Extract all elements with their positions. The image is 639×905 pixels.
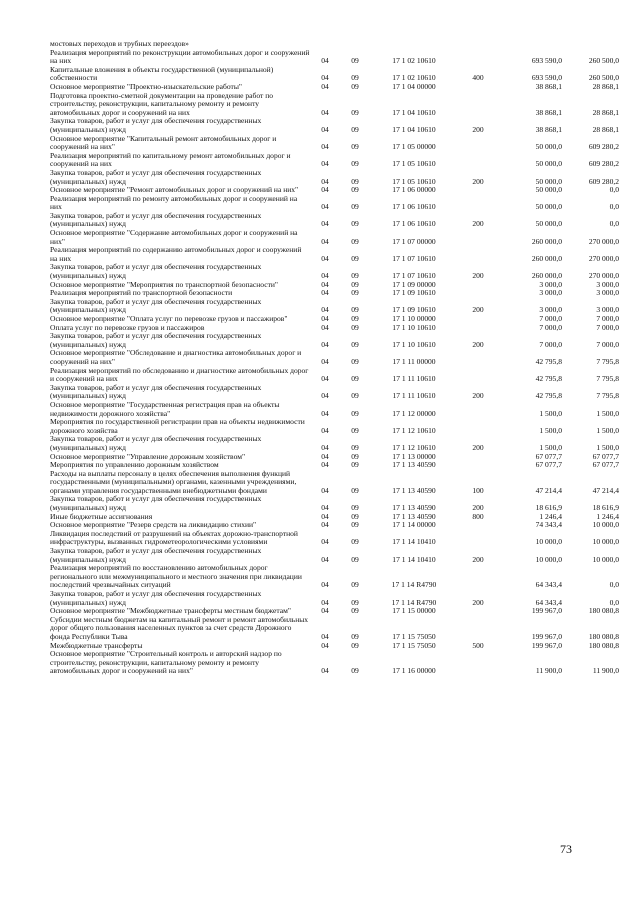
page-number: 73 xyxy=(560,842,572,856)
table-row xyxy=(0,263,639,280)
row-target-article: 17 1 07 10610 xyxy=(392,271,436,281)
row-section: 04 xyxy=(321,511,329,521)
row-sum-year-2: 0,0 xyxy=(609,597,619,607)
row-target-article: 17 1 11 10610 xyxy=(392,391,436,401)
row-target-article: 17 1 07 10610 xyxy=(392,253,436,263)
row-subsection: 09 xyxy=(351,253,359,263)
row-target-article: 17 1 15 75050 xyxy=(392,631,436,641)
row-sum-year-2: 7 795,8 xyxy=(596,374,619,384)
row-section: 04 xyxy=(321,288,329,298)
row-sum-year-1: 67 077,7 xyxy=(535,460,562,470)
row-target-article: 17 1 10 10610 xyxy=(392,322,436,332)
row-target-article: 17 1 12 10610 xyxy=(392,442,436,452)
row-name: Закупка товаров, работ и услуг для обеспечения государственных (муниципальных) нужд xyxy=(50,210,262,229)
row-section: 04 xyxy=(321,279,329,289)
row-sum-year-1: 67 077,7 xyxy=(535,451,562,461)
row-name: Расходы на выплаты персоналу в целях обеспечения выполнения функций государственными (муниципальными) органами, казенными учреждениями, органами управления государственными внебюджетными фондами xyxy=(50,468,297,495)
table-row xyxy=(0,152,639,169)
row-sum-year-2: 28 868,1 xyxy=(592,107,619,117)
row-target-article: 17 1 10 10610 xyxy=(392,339,436,349)
row-name: Мероприятия по управлению дорожным хозяйством xyxy=(50,460,219,470)
row-subsection: 09 xyxy=(351,597,359,607)
row-section: 04 xyxy=(321,391,329,401)
row-target-article: 17 1 12 00000 xyxy=(392,408,436,418)
row-sum-year-1: 64 343,4 xyxy=(535,597,562,607)
row-sum-year-2: 0,0 xyxy=(609,185,619,195)
row-name: Основное мероприятие "Капитальный ремонт автомобильных дорог и сооружений на них" xyxy=(50,133,277,152)
row-subsection: 09 xyxy=(351,460,359,470)
row-sum-year-2: 3 000,0 xyxy=(596,288,619,298)
row-target-article: 17 1 06 00000 xyxy=(392,185,436,195)
table-row xyxy=(0,616,639,642)
row-name: Основное мероприятие "Управление дорожным хозяйством" xyxy=(50,451,246,461)
row-expense-type: 100 xyxy=(472,485,484,495)
row-name: Основное мероприятие "Обследование и диагностика автомобильных дорог и сооружений на них" xyxy=(50,348,302,366)
row-section: 04 xyxy=(321,322,329,332)
row-sum-year-1: 3 000,0 xyxy=(539,279,562,289)
row-section: 04 xyxy=(321,580,329,590)
row-sum-year-2: 260 500,0 xyxy=(588,56,619,66)
row-sum-year-1: 38 868,1 xyxy=(535,124,562,134)
row-name: Закупка товаров, работ и услуг для обеспечения государственных (муниципальных) нужд xyxy=(50,494,262,513)
row-sum-year-2: 3 000,0 xyxy=(596,279,619,289)
table-row xyxy=(0,495,639,512)
row-section: 04 xyxy=(321,81,329,91)
row-sum-year-1: 7 000,0 xyxy=(539,314,562,323)
row-sum-year-1: 38 868,1 xyxy=(535,107,562,117)
row-sum-year-1: 50 000,0 xyxy=(535,142,562,152)
row-subsection: 09 xyxy=(351,339,359,349)
row-sum-year-2: 7 000,0 xyxy=(596,322,619,332)
row-target-article: 17 1 02 10610 xyxy=(392,73,436,83)
row-target-article: 17 1 13 40590 xyxy=(392,485,436,495)
row-sum-year-1: 10 000,0 xyxy=(535,554,562,564)
row-target-article: 17 1 11 00000 xyxy=(392,356,436,366)
row-section: 04 xyxy=(321,176,329,186)
row-subsection: 09 xyxy=(351,81,359,91)
row-target-article: 17 1 04 10610 xyxy=(392,124,436,134)
row-section: 04 xyxy=(321,520,329,530)
row-section: 04 xyxy=(321,485,329,495)
row-sum-year-1: 50 000,0 xyxy=(535,219,562,229)
row-subsection: 09 xyxy=(351,159,359,169)
row-sum-year-1: 64 343,4 xyxy=(535,580,562,590)
row-sum-year-2: 0,0 xyxy=(609,202,619,212)
row-section: 04 xyxy=(321,425,329,435)
table-row xyxy=(0,195,639,212)
row-section: 04 xyxy=(321,271,329,281)
row-target-article: 17 1 15 00000 xyxy=(392,606,436,616)
row-section: 04 xyxy=(321,314,329,323)
row-expense-type: 200 xyxy=(472,271,484,281)
row-name: Закупка товаров, работ и услуг для обеспечения государственных (муниципальных) нужд xyxy=(50,262,262,281)
row-section: 04 xyxy=(321,606,329,616)
row-target-article: 17 1 14 10410 xyxy=(392,537,436,547)
row-target-article: 17 1 07 00000 xyxy=(392,236,436,246)
row-target-article: 17 1 13 00000 xyxy=(392,451,436,461)
row-expense-type: 200 xyxy=(472,124,484,134)
table-row xyxy=(0,117,639,134)
row-sum-year-1: 42 795,8 xyxy=(535,356,562,366)
row-target-article: 17 1 15 75050 xyxy=(392,640,436,650)
row-section: 04 xyxy=(321,631,329,641)
row-name: Реализация мероприятий по ремонту автомобильных дорог и сооружений на них xyxy=(50,193,298,212)
row-section: 04 xyxy=(321,56,329,66)
row-subsection: 09 xyxy=(351,271,359,281)
row-subsection: 09 xyxy=(351,537,359,547)
row-subsection: 09 xyxy=(351,391,359,401)
row-section: 04 xyxy=(321,503,329,513)
row-target-article: 17 1 09 10610 xyxy=(392,305,436,315)
row-sum-year-2: 270 000,0 xyxy=(588,271,619,281)
row-sum-year-1: 260 000,0 xyxy=(531,271,562,281)
row-sum-year-2: 67 077,7 xyxy=(592,460,619,470)
row-sum-year-2: 260 500,0 xyxy=(588,73,619,83)
row-target-article: 17 1 06 10610 xyxy=(392,202,436,212)
row-name: Основное мероприятие "Межбюджетные трансферты местным бюджетам" xyxy=(50,606,291,616)
row-sum-year-2: 10 000,0 xyxy=(592,554,619,564)
row-sum-year-2: 28 868,1 xyxy=(592,81,619,91)
row-name: Реализация мероприятий по капитальному ремонт автомобильных дорог и сооружений на них xyxy=(50,150,291,169)
row-subsection: 09 xyxy=(351,176,359,186)
row-name: Капитальные вложения в объекты государственной (муниципальной) собственности xyxy=(50,64,274,83)
row-section: 04 xyxy=(321,408,329,418)
row-name: Основное мероприятие "Мероприятия по транспортной безопасности" xyxy=(50,279,279,289)
row-name: Мероприятия по государственной регистрации прав на объекты недвижимости дорожного хозяйства xyxy=(50,417,305,435)
row-subsection: 09 xyxy=(351,666,359,676)
table-row xyxy=(0,590,639,607)
row-name: Закупка товаров, работ и услуг для обеспечения государственных (муниципальных) нужд xyxy=(50,589,262,607)
row-subsection: 09 xyxy=(351,142,359,152)
row-sum-year-1: 3 000,0 xyxy=(539,305,562,315)
row-sum-year-1: 38 868,1 xyxy=(535,81,562,91)
row-subsection: 09 xyxy=(351,288,359,298)
row-expense-type: 200 xyxy=(472,219,484,229)
row-sum-year-1: 50 000,0 xyxy=(535,202,562,212)
row-section: 04 xyxy=(321,159,329,169)
row-subsection: 09 xyxy=(351,580,359,590)
row-subsection: 09 xyxy=(351,554,359,564)
row-section: 04 xyxy=(321,73,329,83)
row-sum-year-1: 260 000,0 xyxy=(531,253,562,263)
table-row xyxy=(0,49,639,66)
row-target-article: 17 1 05 10610 xyxy=(392,176,436,186)
row-subsection: 09 xyxy=(351,314,359,323)
row-expense-type: 200 xyxy=(472,305,484,315)
row-target-article: 17 1 12 10610 xyxy=(392,425,436,435)
row-sum-year-2: 270 000,0 xyxy=(588,236,619,246)
row-target-article: 17 1 02 10610 xyxy=(392,56,436,66)
table-row xyxy=(0,66,639,83)
row-target-article: 17 1 14 00000 xyxy=(392,520,436,530)
table-row xyxy=(0,169,639,186)
row-subsection: 09 xyxy=(351,451,359,461)
row-target-article: 17 1 05 00000 xyxy=(392,142,436,152)
row-section: 04 xyxy=(321,597,329,607)
row-subsection: 09 xyxy=(351,631,359,641)
row-subsection: 09 xyxy=(351,219,359,229)
table-row xyxy=(0,92,639,118)
table-row xyxy=(0,349,639,366)
row-target-article: 17 1 10 00000 xyxy=(392,314,436,323)
row-name: Закупка товаров, работ и услуг для обеспечения государственных (муниципальных) нужд xyxy=(50,382,262,401)
row-sum-year-2: 7 000,0 xyxy=(596,339,619,349)
row-expense-type: 800 xyxy=(472,511,484,521)
row-section: 04 xyxy=(321,253,329,263)
row-sum-year-1: 1 500,0 xyxy=(539,425,562,435)
row-sum-year-2: 609 280,2 xyxy=(588,142,619,152)
row-sum-year-2: 180 080,8 xyxy=(588,640,619,650)
row-section: 04 xyxy=(321,451,329,461)
row-name: Закупка товаров, работ и услуг для обеспечения государственных (муниципальных) нужд xyxy=(50,296,262,315)
row-subsection: 09 xyxy=(351,322,359,332)
row-name: Реализация мероприятий по транспортной безопасности xyxy=(50,288,233,298)
row-sum-year-2: 180 080,8 xyxy=(588,606,619,616)
table-row xyxy=(0,547,639,564)
row-sum-year-1: 18 616,9 xyxy=(535,503,562,513)
row-sum-year-1: 50 000,0 xyxy=(535,185,562,195)
row-target-article: 17 1 05 10610 xyxy=(392,159,436,169)
row-sum-year-2: 10 000,0 xyxy=(592,537,619,547)
row-sum-year-1: 3 000,0 xyxy=(539,288,562,298)
row-target-article: 17 1 13 40590 xyxy=(392,511,436,521)
row-expense-type: 500 xyxy=(472,640,484,650)
row-target-article: 17 1 13 40590 xyxy=(392,503,436,513)
row-sum-year-1: 50 000,0 xyxy=(535,176,562,186)
row-subsection: 09 xyxy=(351,236,359,246)
row-subsection: 09 xyxy=(351,485,359,495)
row-subsection: 09 xyxy=(351,56,359,66)
row-target-article: 17 1 09 10610 xyxy=(392,288,436,298)
row-section: 04 xyxy=(321,537,329,547)
row-name: Основное мероприятие "Оплата услуг по перевозке грузов и пассажиров" xyxy=(50,314,288,323)
row-name: Основное мероприятие "Государственная регистрация прав на объекты недвижимости дорожного хозяйства" xyxy=(50,399,280,418)
row-target-article: 17 1 09 00000 xyxy=(392,279,436,289)
row-expense-type: 200 xyxy=(472,176,484,186)
row-section: 04 xyxy=(321,142,329,152)
row-section: 04 xyxy=(321,460,329,470)
row-sum-year-2: 3 000,0 xyxy=(596,305,619,315)
table-row xyxy=(0,367,639,384)
row-subsection: 09 xyxy=(351,408,359,418)
row-section: 04 xyxy=(321,554,329,564)
row-subsection: 09 xyxy=(351,425,359,435)
row-section: 04 xyxy=(321,442,329,452)
table-row xyxy=(0,298,639,315)
row-sum-year-2: 270 000,0 xyxy=(588,253,619,263)
row-name: Основное мероприятие "Резерв средств на ликвидацию стихии" xyxy=(50,520,257,530)
row-section: 04 xyxy=(321,185,329,195)
row-subsection: 09 xyxy=(351,374,359,384)
row-target-article: 17 1 14 10410 xyxy=(392,554,436,564)
row-name: Закупка товаров, работ и услуг для обеспечения государственных (муниципальных) нужд xyxy=(50,331,262,349)
row-subsection: 09 xyxy=(351,640,359,650)
row-sum-year-1: 1 500,0 xyxy=(539,442,562,452)
row-sum-year-2: 67 077,7 xyxy=(592,451,619,461)
row-expense-type: 200 xyxy=(472,554,484,564)
row-subsection: 09 xyxy=(351,107,359,117)
row-name: Основное мероприятие "Содержание автомобильных дорог и сооружений на них" xyxy=(50,228,298,246)
table-row xyxy=(0,246,639,263)
row-sum-year-1: 74 343,4 xyxy=(535,520,562,530)
row-subsection: 09 xyxy=(351,124,359,134)
row-sum-year-1: 199 967,0 xyxy=(531,640,562,650)
table-row xyxy=(0,229,639,246)
row-name: Закупка товаров, работ и услуг для обеспечения государственных (муниципальных) нужд xyxy=(50,434,262,452)
row-subsection: 09 xyxy=(351,520,359,530)
row-sum-year-2: 1 500,0 xyxy=(596,442,619,452)
row-subsection: 09 xyxy=(351,503,359,513)
row-sum-year-1: 47 214,4 xyxy=(535,485,562,495)
row-sum-year-2: 7 795,8 xyxy=(596,356,619,366)
row-expense-type: 200 xyxy=(472,339,484,349)
row-subsection: 09 xyxy=(351,356,359,366)
row-sum-year-2: 7 795,8 xyxy=(596,391,619,401)
row-expense-type: 200 xyxy=(472,597,484,607)
row-sum-year-1: 199 967,0 xyxy=(531,606,562,616)
row-target-article: 17 1 06 10610 xyxy=(392,219,436,229)
row-name: Реализация мероприятий по содержанию автомобильных дорог и сооружений на них xyxy=(50,245,302,263)
row-section: 04 xyxy=(321,339,329,349)
row-section: 04 xyxy=(321,666,329,676)
row-section: 04 xyxy=(321,640,329,650)
row-sum-year-1: 10 000,0 xyxy=(535,537,562,547)
row-name: Реализация мероприятий по реконструкции автомобильных дорог и сооружений на них xyxy=(50,47,310,66)
row-sum-year-2: 7 000,0 xyxy=(596,314,619,323)
table-row xyxy=(0,212,639,229)
row-section: 04 xyxy=(321,305,329,315)
row-target-article: 17 1 13 40590 xyxy=(392,460,436,470)
row-sum-year-1: 42 795,8 xyxy=(535,374,562,384)
row-sum-year-1: 1 246,4 xyxy=(539,511,562,521)
row-sum-year-2: 609 280,2 xyxy=(588,159,619,169)
row-section: 04 xyxy=(321,124,329,134)
row-target-article: 17 1 04 00000 xyxy=(392,81,436,91)
row-name: Подготовка проектно-сметной документации на проведение работ по строительству, реконструкции, капитальному ремонту и ремонту автомобильных дорог и сооружений на них xyxy=(50,90,274,117)
row-target-article: 17 1 11 10610 xyxy=(392,374,436,384)
row-name: Основное мероприятие "Проектно-изыскательские работы" xyxy=(50,81,242,91)
row-name: Оплата услуг по перевозке грузов и пассажиров xyxy=(50,322,205,332)
row-sum-year-2: 180 080,8 xyxy=(588,631,619,641)
row-expense-type: 400 xyxy=(472,73,484,83)
row-name: Межбюджетные трансферты xyxy=(50,640,143,650)
row-name: Субсидии местным бюджетам на капитальный ремонт и ремонт автомобильных дорог общего пользования населенных пунктов за счет средств Дорожного фонда Республики Тыва xyxy=(50,614,309,641)
row-target-article: 17 1 04 10610 xyxy=(392,107,436,117)
row-sum-year-1: 7 000,0 xyxy=(539,339,562,349)
budget-table xyxy=(0,40,639,676)
row-sum-year-1: 1 500,0 xyxy=(539,408,562,418)
row-sum-year-2: 1 246,4 xyxy=(596,511,619,521)
row-subsection: 09 xyxy=(351,202,359,212)
row-subsection: 09 xyxy=(351,305,359,315)
row-sum-year-2: 28 868,1 xyxy=(592,124,619,134)
row-name: Реализация мероприятий по обследованию и диагностике автомобильных дорог и сооружений на них xyxy=(50,365,309,384)
row-sum-year-1: 11 900,0 xyxy=(535,666,562,676)
row-sum-year-1: 50 000,0 xyxy=(535,159,562,169)
row-expense-type: 200 xyxy=(472,503,484,513)
row-subsection: 09 xyxy=(351,511,359,521)
row-section: 04 xyxy=(321,219,329,229)
table-row xyxy=(0,135,639,152)
row-sum-year-2: 47 214,4 xyxy=(592,485,619,495)
table-row xyxy=(0,384,639,401)
table-row xyxy=(0,418,639,435)
row-sum-year-2: 0,0 xyxy=(609,580,619,590)
row-sum-year-2: 1 500,0 xyxy=(596,408,619,418)
row-sum-year-1: 7 000,0 xyxy=(539,322,562,332)
row-sum-year-2: 10 000,0 xyxy=(592,520,619,530)
row-section: 04 xyxy=(321,374,329,384)
row-subsection: 09 xyxy=(351,442,359,452)
row-subsection: 09 xyxy=(351,185,359,195)
row-section: 04 xyxy=(321,107,329,117)
row-section: 04 xyxy=(321,236,329,246)
row-target-article: 17 1 14 R4790 xyxy=(391,580,437,590)
table-row xyxy=(0,435,639,452)
row-sum-year-1: 693 590,0 xyxy=(531,73,562,83)
row-sum-year-1: 42 795,8 xyxy=(535,391,562,401)
table-row xyxy=(0,650,639,676)
row-subsection: 09 xyxy=(351,279,359,289)
row-name: Закупка товаров, работ и услуг для обеспечения государственных (муниципальных) нужд xyxy=(50,167,262,186)
table-row xyxy=(0,530,639,547)
row-sum-year-1: 693 590,0 xyxy=(531,56,562,66)
row-sum-year-2: 1 500,0 xyxy=(596,425,619,435)
row-expense-type: 200 xyxy=(472,442,484,452)
row-name: Закупка товаров, работ и услуг для обеспечения государственных (муниципальных) нужд xyxy=(50,546,262,564)
row-name: Реализация мероприятий по восстановлению автомобильных дорог регионального или межмуниципального и местного значения при ликвидации последствий чрезвычайных ситуаций xyxy=(50,563,302,590)
row-target-article: 17 1 14 R4790 xyxy=(391,597,437,607)
row-sum-year-2: 11 900,0 xyxy=(592,666,619,676)
row-sum-year-2: 18 616,9 xyxy=(592,503,619,513)
row-section: 04 xyxy=(321,202,329,212)
table-row xyxy=(0,401,639,418)
row-name: мостовых переходов и трубных переездов» xyxy=(50,39,189,48)
row-name: Закупка товаров, работ и услуг для обеспечения государственных (муниципальных) нужд xyxy=(50,116,262,134)
row-name: Ликвидация последствий от разрушений на объектах дорожно-транспортной инфраструктуры, вызванных гидрометеорологическими условиями xyxy=(50,528,298,547)
table-row xyxy=(0,470,639,496)
row-sum-year-2: 609 280,2 xyxy=(588,176,619,186)
row-subsection: 09 xyxy=(351,606,359,616)
row-sum-year-1: 199 967,0 xyxy=(531,631,562,641)
row-name: Основное мероприятие "Ремонт автомобильных дорог и сооружений на них" xyxy=(50,185,299,195)
table-row xyxy=(0,564,639,590)
table-row xyxy=(0,332,639,349)
row-expense-type: 200 xyxy=(472,391,484,401)
row-subsection: 09 xyxy=(351,73,359,83)
row-section: 04 xyxy=(321,356,329,366)
row-target-article: 17 1 16 00000 xyxy=(392,666,436,676)
row-sum-year-1: 260 000,0 xyxy=(531,236,562,246)
row-name: Основное мероприятие "Строительный контроль и авторский надзор по строительству, реконструкции, капитальному ремонту и ремонту автомобильных дорог и сооружений на них" xyxy=(50,649,282,676)
row-sum-year-2: 0,0 xyxy=(609,219,619,229)
row-name: Иные бюджетные ассигнования xyxy=(50,511,153,521)
